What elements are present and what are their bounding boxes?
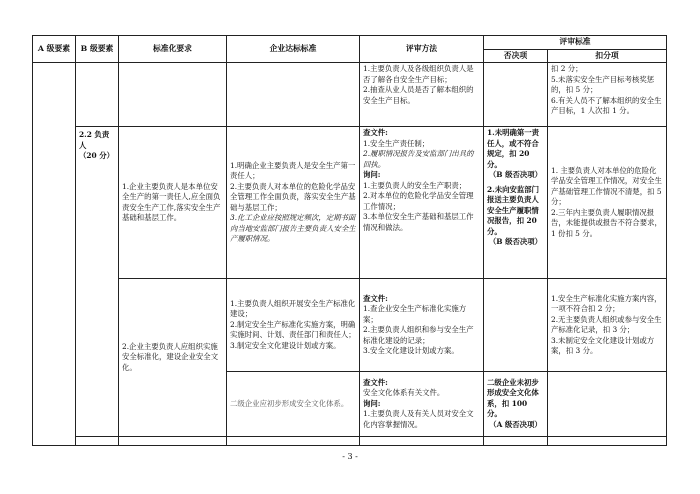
- header-review: 评审标准: [484, 36, 667, 50]
- enterprise-text: 1.主要负责人组织开展安全生产标准化建设； 2.制定安全生产标准化实施方案，明确实施时间、计划、责任部门和责任人； 3.制定安全文化建设计划或方案。: [227, 279, 360, 372]
- header-standard: 标准化要求: [119, 36, 227, 63]
- standard-text: 2.企业主要负责人应组织实施安全标准化，建设企业安全文化。: [119, 279, 227, 437]
- header-veto: 否决项: [484, 50, 548, 63]
- enterprise-text: 1.明确企业主要负责人是安全生产第一责任人； 2.主要负责人对本单位的危险化学品安全管理工作全面负责，落实安全生产基础与基层工作； 3.化工企业应按照规定频次，定期书面向当地安监部门报告主要负责人安全生产履职情况。: [227, 127, 360, 279]
- table-row: [33, 63, 667, 127]
- a-level-cell: [33, 63, 76, 446]
- standard-cell: [119, 63, 227, 127]
- veto-cell: [484, 63, 548, 127]
- b-level-cell: [76, 63, 119, 127]
- veto-text: 二级企业未初步形成安全文化体系，扣 100 分。 （A 级否决项）: [484, 372, 548, 437]
- standards-table: [32, 35, 667, 446]
- b-level-label: 2.2 负责人 （20 分）: [76, 127, 119, 437]
- table-row: [33, 279, 667, 372]
- header-b-level: B 级要素: [76, 36, 119, 63]
- method-cell: 1.主要负责人及各级组织负责人是否了解各自安全生产目标； 2.抽查从业人员是否了解本组织的安全生产目标。: [360, 63, 484, 127]
- method-text: 查文件: 1.安全生产责任制； 2.履职情况报告及安监部门出具的回执。 询问: 1.主要负责人的安全生产职责； 2.对本单位的危险化学品安全管理工作情况； 3.本单位安全生产基础和基层工作情况和做法。: [360, 127, 484, 279]
- header-method: 评审方法: [360, 36, 484, 63]
- enterprise-text: 二级企业应初步形成安全文化体系。: [227, 372, 360, 437]
- method-text: 查文件: 安全文化体系有关文件。 询问: 1.主要负责人及有关人员对安全文化内容掌握情况。: [360, 372, 484, 437]
- deduct-cell: 扣 2 分； 5.未落实安全生产目标考核奖惩的，扣 5 分； 6.有关人员不了解本组织的安全生产目标，1 人次扣 1 分。: [548, 63, 667, 127]
- standard-text: 1.企业主要负责人是本单位安全生产的第一责任人,应全面负责安全生产工作,落实安全生产基础和基层工作。: [119, 127, 227, 279]
- deduct-cell: [548, 372, 667, 437]
- table-row: [33, 437, 667, 446]
- deduct-text: 1. 主要负责人对本单位的危险化学品安全管理工作情况，对安全生产基础管理工作情况不清楚，扣 5 分； 2.三年内主要负责人履职情况报告，未能提供或报告不符合要求，1 份扣 5 分。: [548, 127, 667, 279]
- header-deduct: 扣分项: [548, 50, 667, 63]
- deduct-text: 1.安全生产标准化实施方案内容，一项不符合扣 2 分； 2.无主要负责人组织或参与安全生产标准化记录，扣 3 分； 3.未制定安全文化建设计划或方案，扣 3 分。: [548, 279, 667, 372]
- veto-text: 1.未明确第一责任人，或不符合规定，扣 20 分。 （B 级否决项） 2.未向安监部门报送主要负责人安全生产履职情况报告，扣 20 分。 （B 级否决项）: [484, 127, 548, 279]
- method-text: 查文件: 1.查企业安全生产标准化实施方案； 2.主要负责人组织和参与安全生产标准化建设的记录； 3.安全文化建设计划或方案。: [360, 279, 484, 372]
- header-enterprise: 企业达标标准: [227, 36, 360, 63]
- table-row: [33, 127, 667, 279]
- page-number: - 3 -: [342, 452, 358, 461]
- enterprise-cell: [227, 63, 360, 127]
- header-a-level: A 级要素: [33, 36, 76, 63]
- veto-cell: [484, 279, 548, 372]
